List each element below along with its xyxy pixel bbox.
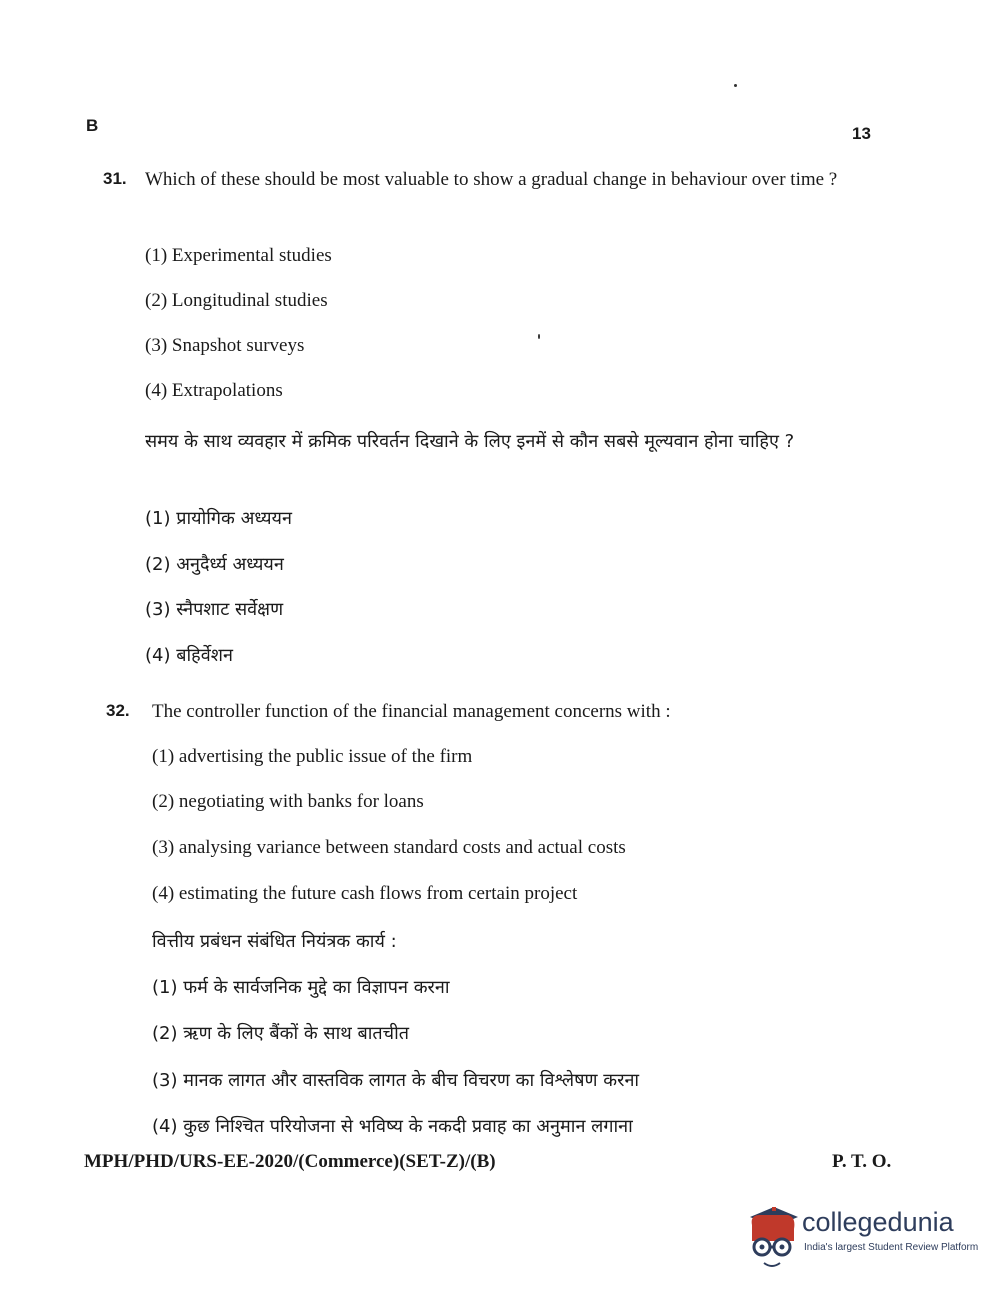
page-number: 13 — [852, 124, 871, 143]
option-en-1: (1) Experimental studies — [145, 245, 332, 266]
scan-speck — [734, 84, 737, 87]
set-letter: B — [86, 116, 99, 135]
option-hi-3: (3) मानक लागत और वास्तविक लागत के बीच विचरण का विश्लेषण करना — [152, 1070, 640, 1091]
scan-speck — [538, 334, 540, 339]
option-en-2: (2) negotiating with banks for loans — [152, 791, 424, 812]
option-en-2: (2) Longitudinal studies — [145, 290, 328, 311]
brand-tagline: India's largest Student Review Platform — [804, 1242, 979, 1253]
option-en-4: (4) Extrapolations — [145, 380, 283, 401]
question-text-en: The controller function of the financial management concerns with : — [152, 701, 671, 722]
brand-name: collegedunia — [802, 1207, 954, 1237]
option-hi-1: (1) प्रायोगिक अध्ययन — [145, 508, 292, 529]
question-text-hi: समय के साथ व्यवहार में क्रमिक परिवर्तन दिखाने के लिए इनमें से कौन सबसे मूल्यवान होना चाहिए ? — [145, 431, 795, 452]
option-en-1: (1) advertising the public issue of the firm — [152, 746, 473, 767]
option-hi-4: (4) बहिर्वेशन — [145, 645, 233, 666]
option-hi-3: (3) स्नैपशाट सर्वेक्षण — [145, 599, 284, 620]
option-hi-1: (1) फर्म के सार्वजनिक मुद्दे का विज्ञापन करना — [152, 977, 450, 998]
option-hi-2: (2) अनुदैर्ध्य अध्ययन — [145, 554, 284, 575]
option-en-4: (4) estimating the future cash flows from certain project — [152, 883, 578, 904]
question-text-en: Which of these should be most valuable to show a gradual change in behaviour over time ? — [145, 169, 838, 190]
question-text-hi: वित्तीय प्रबंधन संबंधित नियंत्रक कार्य : — [152, 931, 397, 952]
question-number: 31. — [103, 169, 127, 188]
option-en-3: (3) analysing variance between standard costs and actual costs — [152, 837, 626, 858]
paper-code: MPH/PHD/URS-EE-2020/(Commerce)(SET-Z)/(B) — [84, 1151, 496, 1172]
option-en-3: (3) Snapshot surveys — [145, 335, 305, 356]
student-mascot-icon — [742, 1203, 802, 1273]
collegedunia-watermark — [742, 1203, 979, 1273]
option-hi-2: (2) ऋण के लिए बैंकों के साथ बातचीत — [152, 1023, 410, 1044]
option-hi-4: (4) कुछ निश्चित परियोजना से भविष्य के नकदी प्रवाह का अनुमान लगाना — [152, 1116, 633, 1137]
question-number: 32. — [106, 701, 130, 720]
pto-label: P. T. O. — [832, 1151, 892, 1172]
